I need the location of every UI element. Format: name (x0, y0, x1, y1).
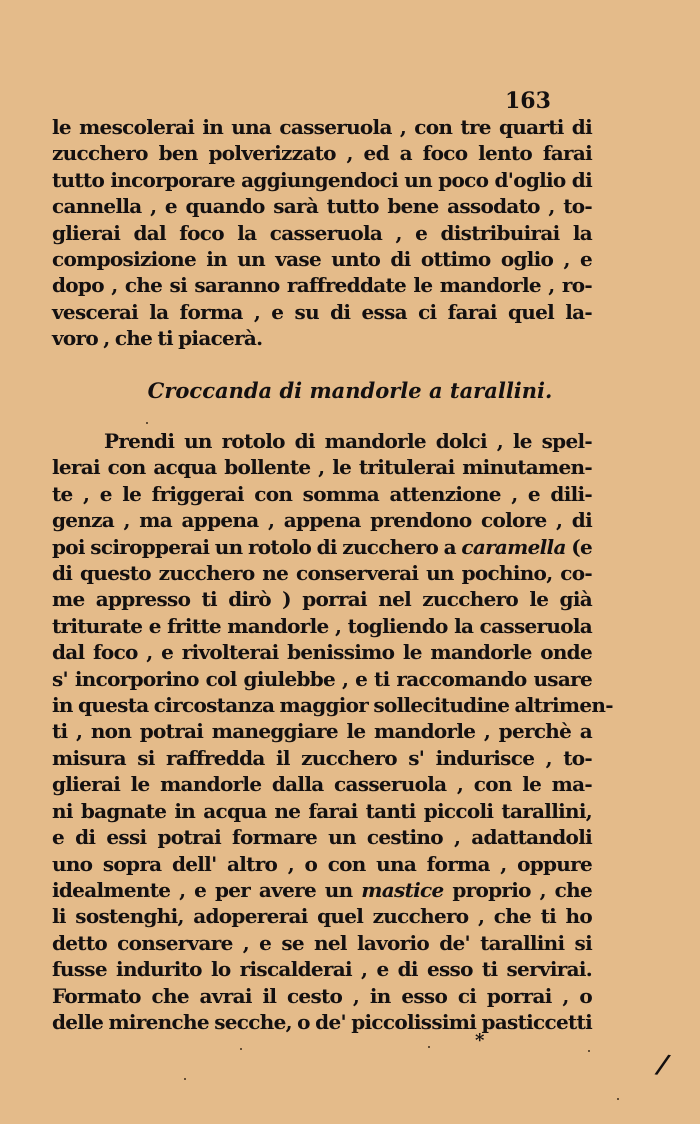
text-line: dopo , che si saranno raffreddate le mandorle , ro- (52, 273, 592, 298)
text-line: te , e le friggerai con somma attenzione , e dili- (52, 481, 592, 506)
text-line: di questo zucchero ne conserverai un pochino, co- (52, 561, 592, 586)
italic-term: mastice (361, 877, 444, 902)
text-line: in questa circostanza maggior sollecitudine altrimen- (52, 693, 613, 718)
text-line: cannella , e quando sarà tutto bene assodato , to- (52, 194, 592, 219)
page-number: 163 (505, 88, 551, 114)
text-line: zucchero ben polverizzato , ed a foco lento farai (52, 141, 592, 166)
text-line: composizione in un vase unto di ottimo oglio , e (52, 247, 592, 272)
text-line (52, 877, 592, 903)
italic-term: caramella (461, 534, 566, 559)
text-line: voro , che ti piacerà. (52, 326, 263, 351)
text-line: ti , non potrai maneggiare le mandorle , perchè a (52, 719, 592, 744)
text-line: ni bagnate in acqua ne farai tanti piccoli tarallini, (52, 798, 592, 823)
text-line: misura si raffredda il zucchero s' indurisce , to- (52, 745, 592, 770)
text-line: Prendi un rotolo di mandorle dolci , le spel- (104, 429, 592, 453)
text-line: me appresso ti dirò ) porrai nel zucchero le già (52, 587, 592, 612)
text-line: li sostenghi, adopererai quel zucchero , che ti ho (52, 904, 592, 929)
recipe-paragraph (52, 428, 613, 1035)
text-line: genza , ma appena , appena prendono colore , di (52, 508, 592, 533)
text-line: e di essi potrai formare un cestino , adattandoli (52, 825, 592, 850)
text-segment: poi sciropperai un rotolo di zucchero a (52, 534, 462, 559)
paper-speck (617, 1098, 619, 1100)
text-line: tutto incorporare aggiungendoci un poco d'oglio di (52, 167, 592, 192)
text-line: le mescolerai in una casseruola , con tre quarti di (52, 115, 592, 139)
text-line: lerai con acqua bollente , le tritulerai minutamen- (52, 455, 592, 480)
paper-speck (146, 422, 148, 424)
text-segment: idealmente , e per avere un (52, 877, 362, 902)
text-line (52, 534, 592, 560)
paper-speck (240, 1048, 242, 1050)
text-line: uno sopra dell' altro , o con una forma , oppure (52, 851, 592, 876)
text-line: triturate e fritte mandorle , togliendo la casseruola (52, 613, 592, 638)
text-line: Formato che avrai il cesto , in esso ci porrai , o (52, 983, 592, 1008)
text-segment: proprio , che (443, 877, 592, 902)
recipe-heading: Croccanda di mandorle a tarallini. (147, 378, 553, 403)
paragraph-continued (52, 114, 592, 352)
text-line: glierai dal foco la casseruola , e distribuirai la (52, 220, 592, 245)
paper-speck (588, 1050, 590, 1052)
text-line: fusse indurito lo riscalderai , e di esso ti servirai. (52, 957, 592, 982)
text-line: glierai le mandorle dalla casseruola , con le ma- (52, 772, 592, 797)
text-line: vescerai la forma , e su di essa ci farai quel la- (52, 299, 592, 324)
text-segment: (e (565, 534, 592, 559)
margin-mark: / (655, 1049, 670, 1081)
paper-speck (184, 1078, 186, 1080)
text-line: dal foco , e rivolterai benissimo le mandorle onde (52, 640, 592, 665)
text-line: detto conservare , e se nel lavorio de' tarallini si (52, 930, 592, 955)
text-line: s' incorporino col giulebbe , e ti raccomando usare (52, 666, 592, 691)
paper-speck (428, 1046, 430, 1048)
text-line: delle mirenche secche, o de' piccolissimi pasticcetti (52, 1009, 592, 1034)
signature-asterisk: * (475, 1030, 485, 1051)
